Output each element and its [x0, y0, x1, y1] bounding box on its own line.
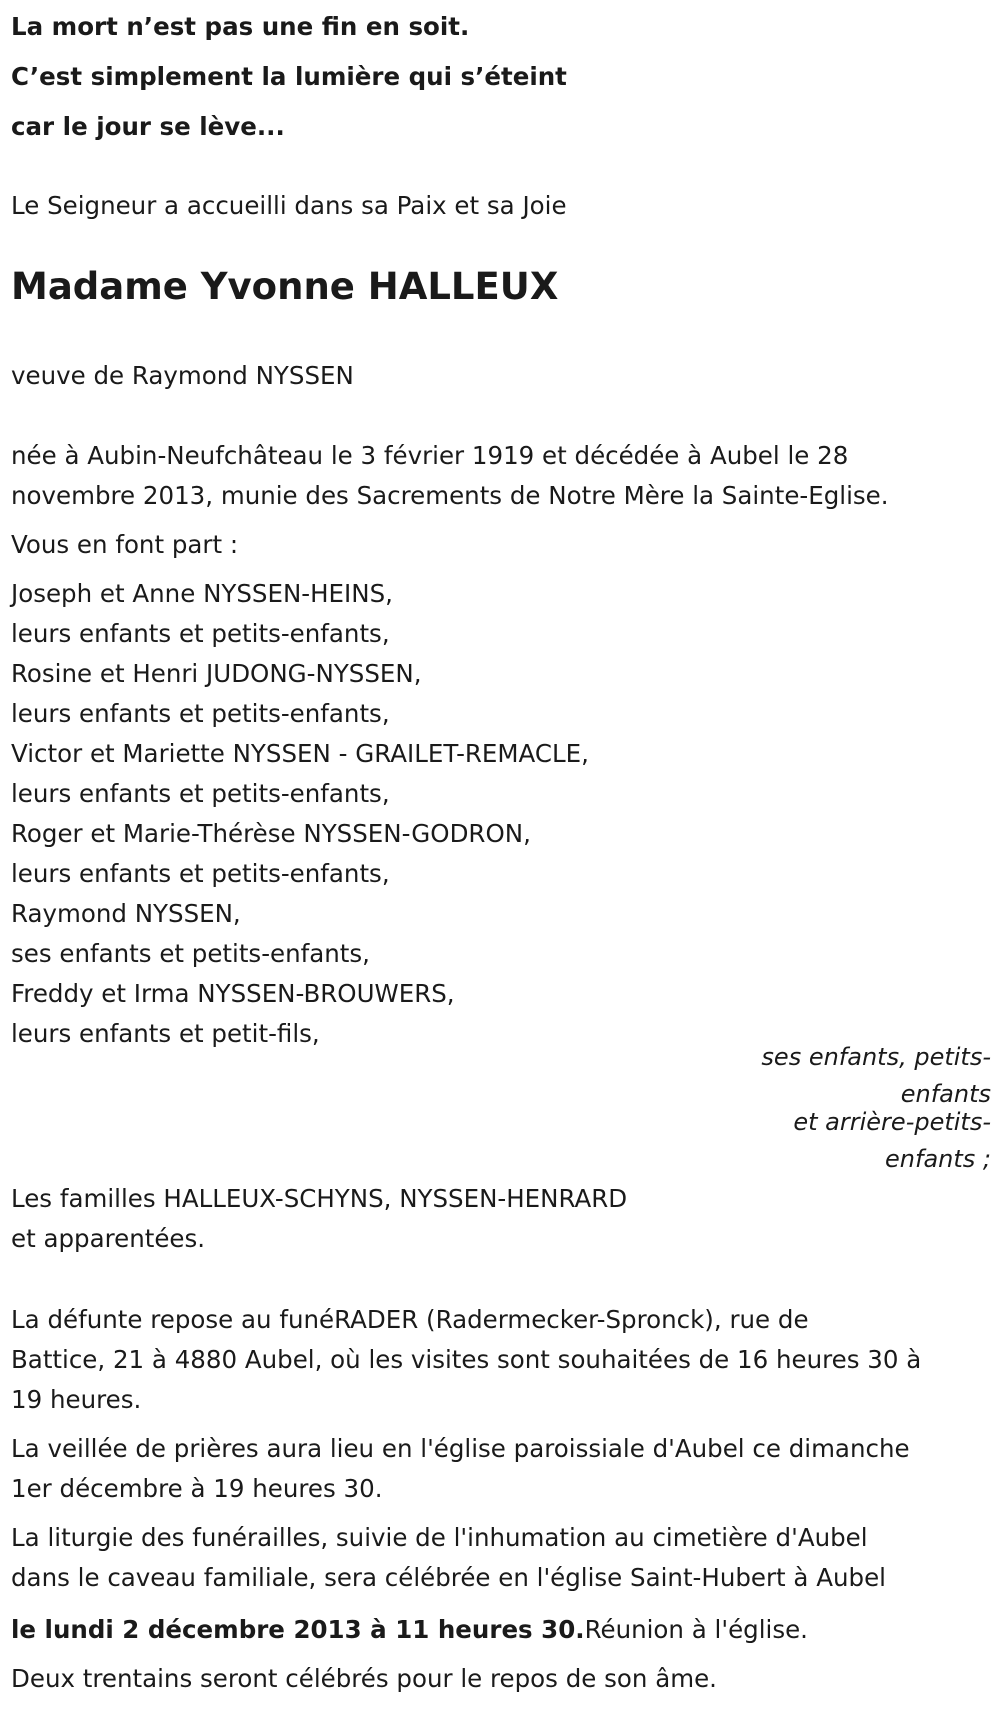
rest-line-2: Battice, 21 à 4880 Aubel, où les visites sont souhaitées de 16 heures 30 à [11, 1345, 922, 1374]
intro-text: Le Seigneur a accueilli dans sa Paix et sa Joie [11, 191, 567, 220]
family-line: leurs enfants et petits-enfants, [11, 699, 390, 728]
descendants-line-1: ses enfants, petits- [761, 1043, 991, 1071]
birth-line-2: novembre 2013, munie des Sacrements de Notre Mère la Sainte-Eglise. [11, 481, 889, 510]
descendants-line-4: enfants ; [885, 1145, 991, 1173]
deceased-name: Madame Yvonne HALLEUX [11, 265, 559, 308]
family-line: ses enfants et petits-enfants, [11, 939, 370, 968]
families-line-1: Les familles HALLEUX-SCHYNS, NYSSEN-HENRARD [11, 1184, 628, 1213]
announce-text: Vous en font part : [11, 530, 239, 559]
descendants-block [761, 1041, 991, 1177]
quote-line-3: car le jour se lève... [11, 112, 285, 141]
liturgy-line-1: La liturgie des funérailles, suivie de l'inhumation au cimetière d'Aubel [11, 1523, 868, 1552]
masses-text: Deux trentains seront célébrés pour le repos de son âme. [11, 1664, 717, 1693]
descendants-line-3: et arrière-petits- [793, 1108, 991, 1136]
family-line: leurs enfants et petit-fils, [11, 1019, 320, 1048]
family-line: Raymond NYSSEN, [11, 899, 241, 928]
vigil-line-1: La veillée de prières aura lieu en l'église paroissiale d'Aubel ce dimanche [11, 1434, 910, 1463]
liturgy-line-2: dans le caveau familiale, sera célébrée en l'église Saint-Hubert à Aubel [11, 1563, 886, 1592]
family-list [11, 574, 589, 1054]
birth-line-1: née à Aubin-Neufchâteau le 3 février 1919 et décédée à Aubel le 28 [11, 441, 849, 470]
quote-line-2: C’est simplement la lumière qui s’éteint [11, 62, 567, 91]
rest-line-1: La défunte repose au funéRADER (Radermecker-Spronck), rue de [11, 1305, 809, 1334]
widow-text: veuve de Raymond NYSSEN [11, 361, 354, 390]
family-line: Roger et Marie-Thérèse NYSSEN-GODRON, [11, 819, 531, 848]
family-line: leurs enfants et petits-enfants, [11, 859, 390, 888]
family-line: Victor et Mariette NYSSEN - GRAILET-REMACLE, [11, 739, 589, 768]
meeting-place: Réunion à l'église. [584, 1615, 808, 1644]
family-line: Joseph et Anne NYSSEN-HEINS, [11, 579, 393, 608]
family-line: Rosine et Henri JUDONG-NYSSEN, [11, 659, 422, 688]
funeral-date-line [11, 1610, 808, 1650]
family-line: Freddy et Irma NYSSEN-BROUWERS, [11, 979, 455, 1008]
families-line-2: et apparentées. [11, 1224, 206, 1253]
family-line: leurs enfants et petits-enfants, [11, 619, 390, 648]
rest-line-3: 19 heures. [11, 1385, 142, 1414]
quote-line-1: La mort n’est pas une fin en soit. [11, 12, 470, 41]
descendants-line-2: enfants [900, 1080, 991, 1108]
family-line: leurs enfants et petits-enfants, [11, 779, 390, 808]
vigil-line-2: 1er décembre à 19 heures 30. [11, 1474, 383, 1503]
funeral-date: le lundi 2 décembre 2013 à 11 heures 30. [11, 1615, 585, 1644]
